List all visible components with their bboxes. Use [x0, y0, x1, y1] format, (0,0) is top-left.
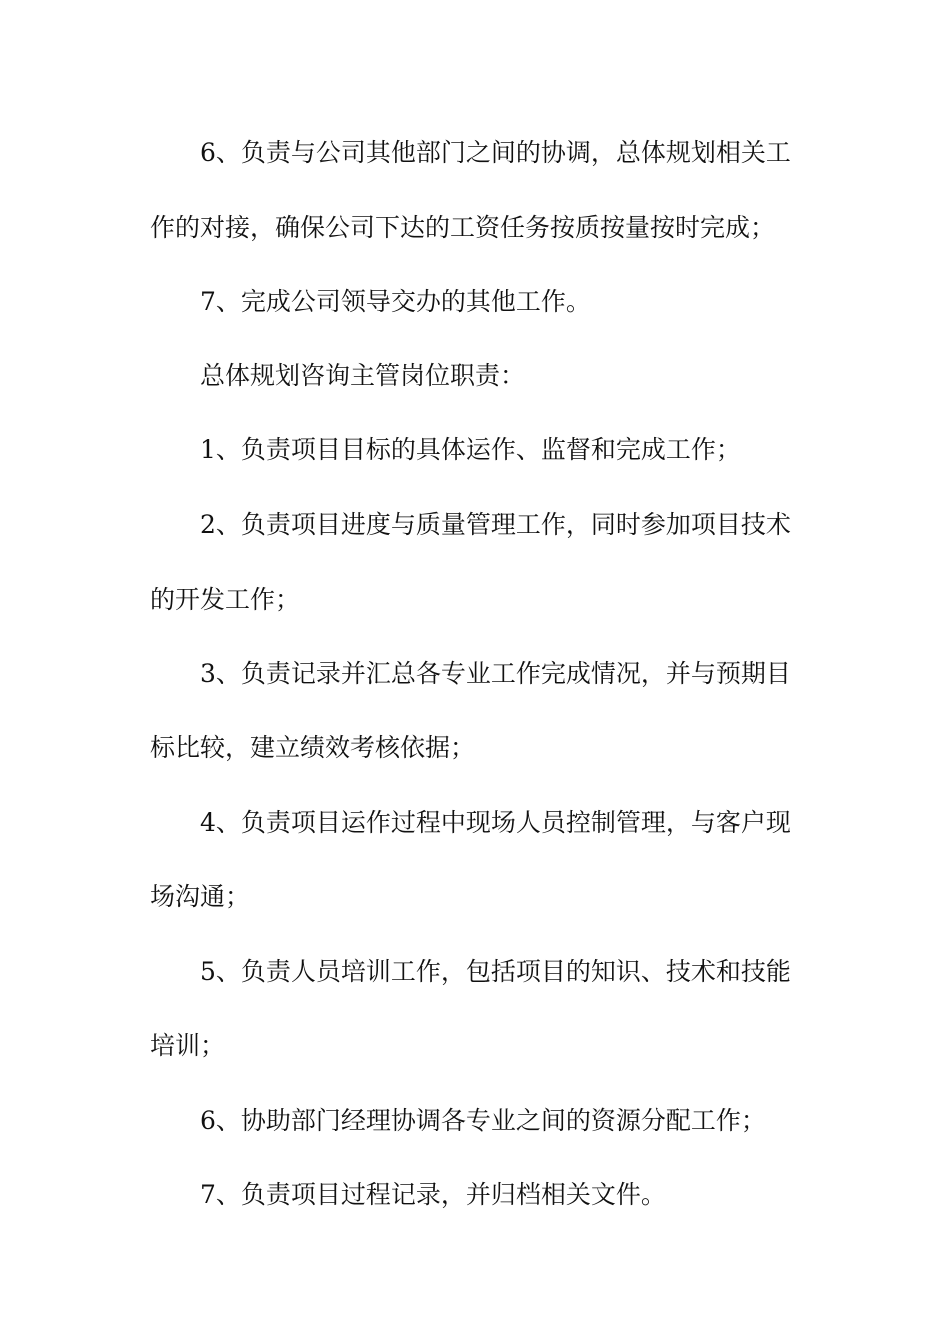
- line-13: 培训；: [150, 1031, 226, 1060]
- line-7: 的开发工作；: [150, 585, 301, 614]
- line-14: 6、协助部门经理协调各专业之间的资源分配工作；: [150, 1106, 766, 1135]
- section-title: 总体规划咨询主管岗位职责：: [150, 361, 526, 390]
- line-2: 作的对接，确保公司下达的工资任务按质按量按时完成；: [150, 213, 776, 242]
- line-8: 3、负责记录并汇总各专业工作完成情况，并与预期目: [150, 659, 791, 688]
- line-6: 2、负责项目进度与质量管理工作，同时参加项目技术: [150, 510, 791, 539]
- line-15: 7、负责项目过程记录，并归档相关文件。: [150, 1180, 666, 1209]
- line-10: 4、负责项目运作过程中现场人员控制管理，与客户现: [150, 808, 791, 837]
- line-9: 标比较，建立绩效考核依据；: [150, 733, 476, 762]
- line-3: 7、完成公司领导交办的其他工作。: [150, 287, 591, 316]
- line-11: 场沟通；: [150, 882, 251, 911]
- line-1: 6、负责与公司其他部门之间的协调，总体规划相关工: [150, 138, 791, 167]
- line-12: 5、负责人员培训工作，包括项目的知识、技术和技能: [150, 957, 791, 986]
- line-5: 1、负责项目目标的具体运作、监督和完成工作；: [150, 435, 741, 464]
